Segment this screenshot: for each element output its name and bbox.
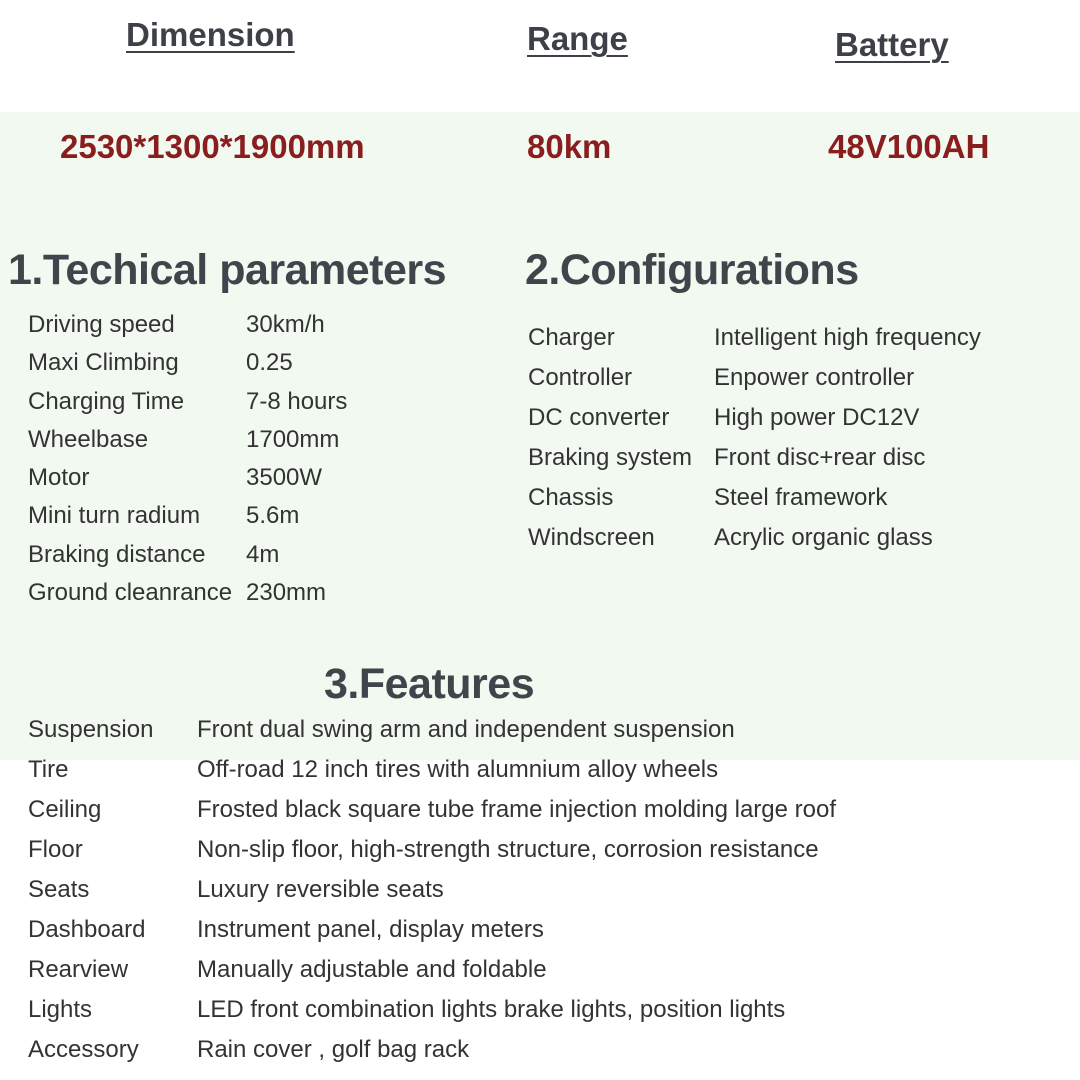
config-value: Steel framework	[714, 484, 888, 511]
feature-value: Non-slip floor, high-strength structure, corrosion resistance	[197, 836, 819, 863]
highlight-background	[0, 112, 1080, 760]
feature-value: Front dual swing arm and independent suspension	[197, 716, 735, 743]
config-value: High power DC12V	[714, 404, 920, 431]
feature-label: Dashboard	[28, 916, 146, 943]
range-value: 80km	[527, 128, 612, 165]
feature-label: Suspension	[28, 716, 154, 743]
feature-value: LED front combination lights brake lights, position lights	[197, 996, 786, 1023]
feature-label: Rearview	[28, 956, 129, 983]
feature-label: Tire	[28, 756, 69, 783]
spec-value: 3500W	[246, 464, 323, 492]
feature-value: Rain cover , golf bag rack	[197, 1036, 470, 1063]
config-value: Enpower controller	[714, 364, 915, 391]
feature-label: Ceiling	[28, 796, 102, 823]
feature-value: Manually adjustable and foldable	[197, 956, 547, 983]
spec-label: Motor	[28, 464, 90, 492]
config-label: Windscreen	[528, 524, 655, 551]
feature-value: Luxury reversible seats	[197, 876, 444, 903]
spec-value: 0.25	[246, 349, 293, 377]
feature-label: Accessory	[28, 1036, 139, 1063]
spec-value: 30km/h	[246, 311, 325, 338]
config-value: Front disc+rear disc	[714, 444, 926, 471]
feature-label: Seats	[28, 876, 90, 903]
features-title: 3.Features	[324, 660, 535, 708]
spec-value: 7-8 hours	[246, 387, 348, 415]
feature-value: Frosted black square tube frame injection molding large roof	[197, 796, 836, 823]
battery-value: 48V100AH	[828, 128, 990, 165]
feature-value: Off-road 12 inch tires with alumnium alloy wheels	[197, 756, 719, 783]
config-label: Chassis	[528, 484, 614, 511]
config-value: Acrylic organic glass	[714, 524, 933, 551]
spec-value: 230mm	[246, 579, 327, 607]
dimension-heading: Dimension	[126, 16, 295, 53]
spec-value: 5.6m	[246, 502, 300, 530]
config-label: Controller	[528, 364, 633, 391]
spec-label: Charging Time	[28, 387, 185, 415]
spec-label: Ground cleanrance	[28, 579, 233, 607]
feature-label: Floor	[28, 836, 83, 863]
technical-parameters-title: 1.Techical parameters	[8, 246, 447, 294]
feature-value: Instrument panel, display meters	[197, 916, 544, 943]
dimension-value: 2530*1300*1900mm	[60, 128, 365, 165]
config-value: Intelligent high frequency	[714, 324, 981, 351]
spec-label: Wheelbase	[28, 425, 149, 453]
spec-label: Driving speed	[28, 311, 175, 338]
spec-value: 4m	[246, 540, 280, 568]
spec-label: Mini turn radium	[28, 502, 201, 530]
config-label: Braking system	[528, 444, 693, 471]
spec-label: Maxi Climbing	[28, 349, 179, 377]
battery-heading: Battery	[835, 26, 949, 63]
spec-value: 1700mm	[246, 425, 340, 453]
feature-label: Lights	[28, 996, 93, 1023]
range-heading: Range	[527, 20, 628, 57]
config-label: DC converter	[528, 404, 670, 431]
spec-label: Braking distance	[28, 540, 206, 568]
configurations-title: 2.Configurations	[525, 246, 859, 294]
config-label: Charger	[528, 324, 615, 351]
